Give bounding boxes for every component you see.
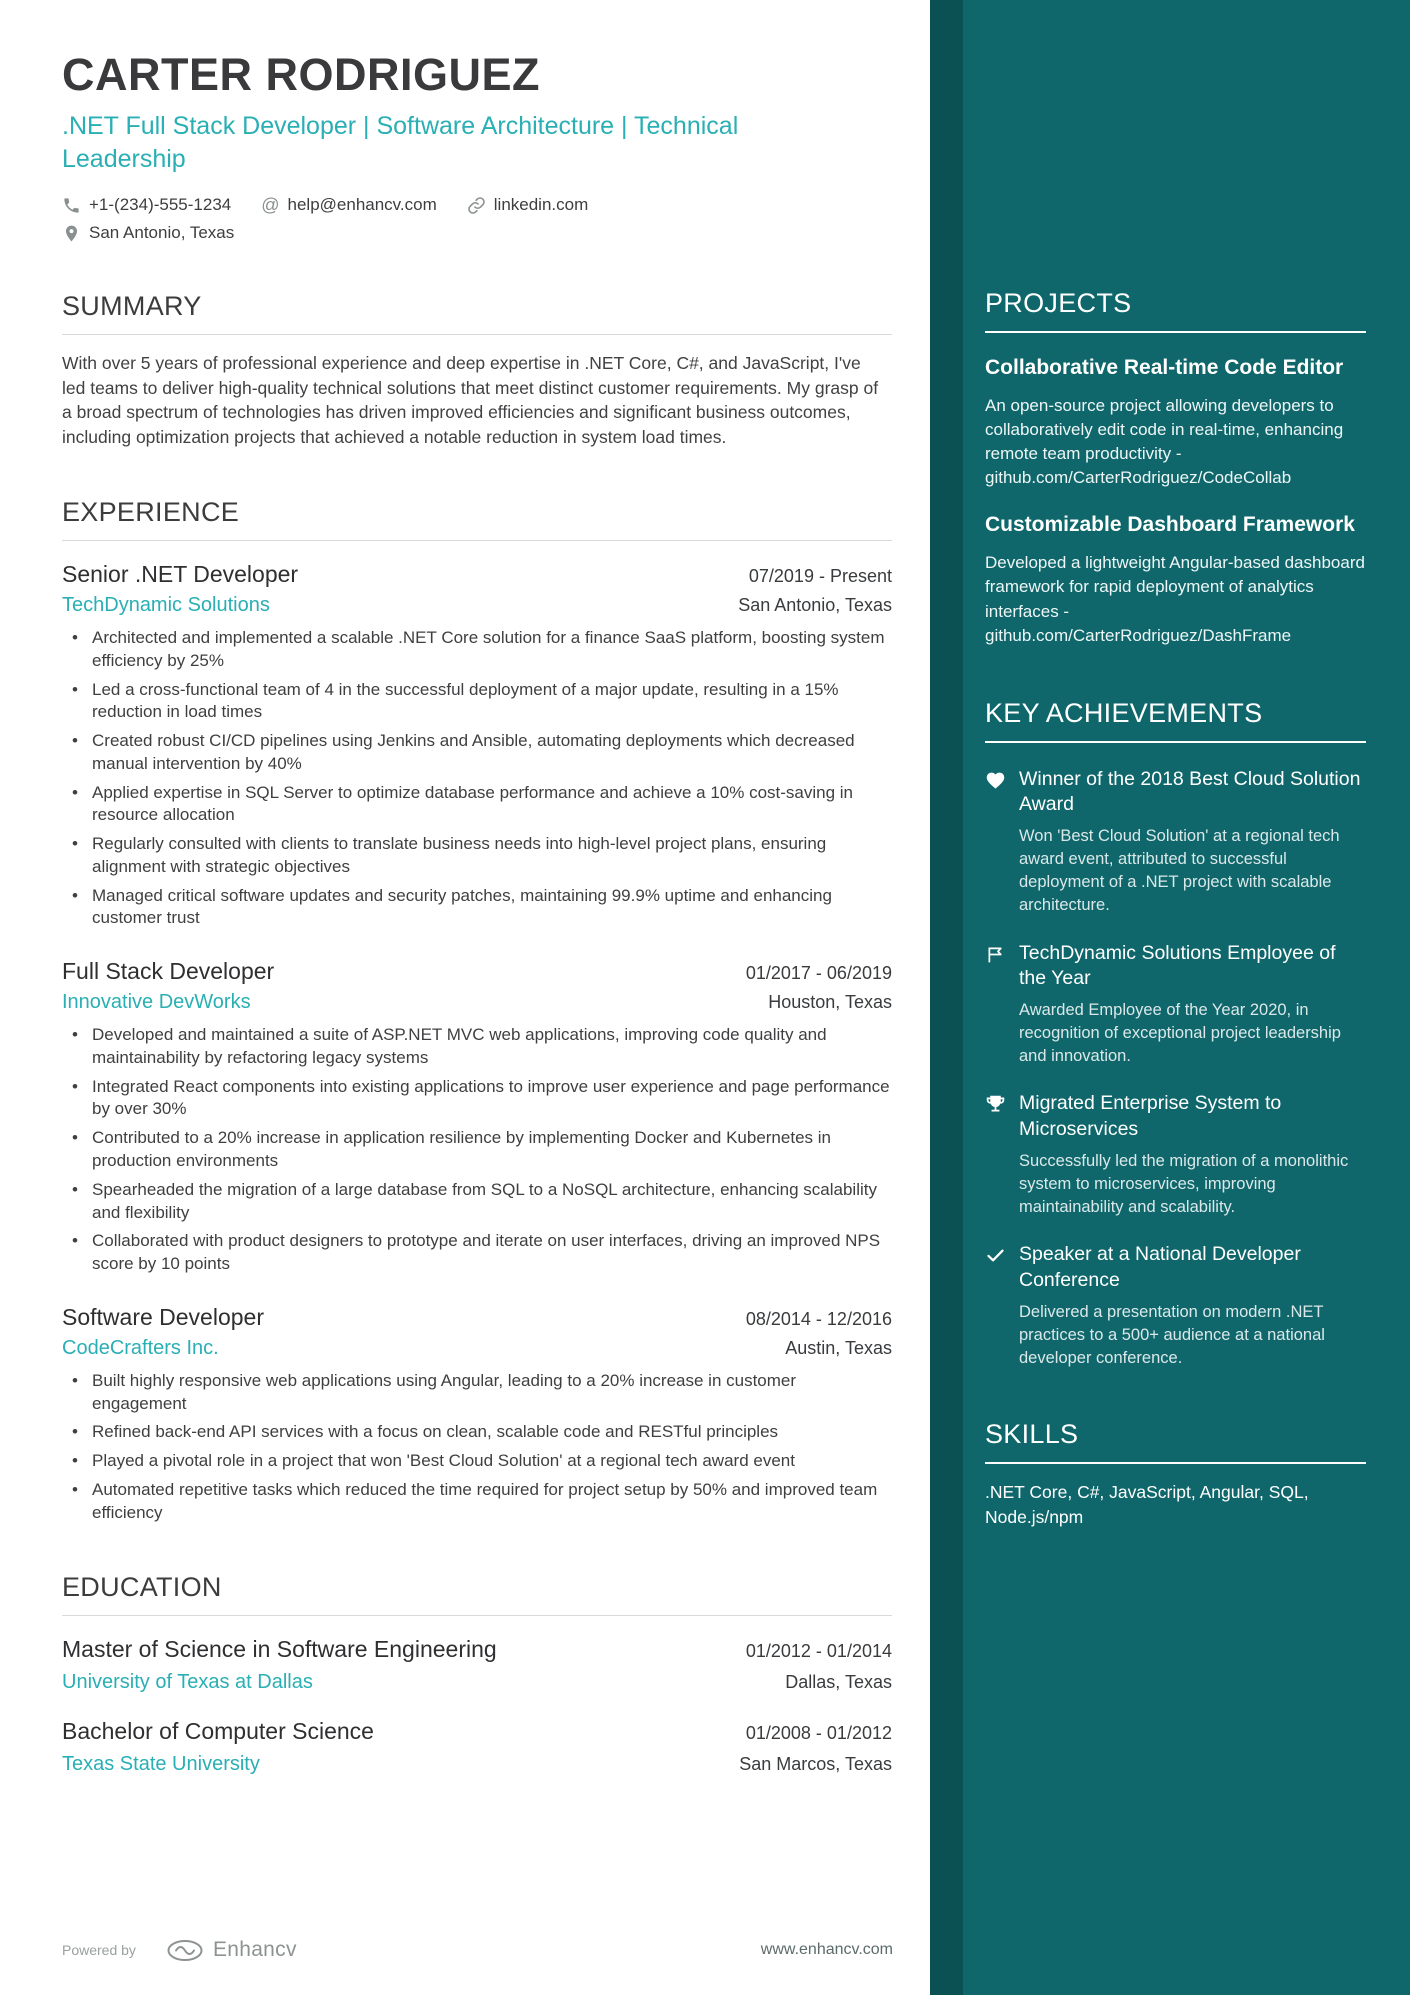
project-title: Collaborative Real-time Code Editor xyxy=(985,356,1344,379)
bullet-item: • Spearheaded the migration of a large database from SQL to a NoSQL architecture, enhancing scalability and flexibility xyxy=(62,1179,892,1225)
degree-school-row xyxy=(62,1663,892,1694)
bullet-item: • Integrated React components into existing applications to improve user experience and page performance by over 30% xyxy=(62,1076,892,1122)
job-entry xyxy=(62,958,892,1276)
degree-dates: 01/2012 - 01/2014 xyxy=(745,1641,892,1662)
job-dates: 07/2019 - Present xyxy=(748,566,892,586)
achievement-item xyxy=(985,1091,1366,1218)
bullet-item: • Built highly responsive web applications using Angular, leading to a 20% increase in customer engagement xyxy=(62,1370,892,1416)
bullet-item: • Applied expertise in SQL Server to optimize database performance and achieve a 10% cost-saving in resource allocation xyxy=(62,782,892,828)
experience-heading: EXPERIENCE xyxy=(62,497,892,541)
phone-number: +1-(234)-555-1234 xyxy=(89,195,232,214)
project-item xyxy=(985,355,1366,490)
achievement-description: Won 'Best Cloud Solution' at a regional tech award event, attributed to successful deployment of a .NET project with scalable architecture. xyxy=(1019,827,1340,914)
sidebar-content xyxy=(963,0,1410,1530)
achievement-description: Delivered a presentation on modern .NET practices to a 500+ audience at a national developer conference. xyxy=(1019,1303,1325,1367)
skills-section xyxy=(985,1419,1366,1530)
location-row xyxy=(62,223,892,243)
company-name: TechDynamic Solutions xyxy=(62,594,270,616)
job-title-row xyxy=(62,561,892,588)
achievement-body xyxy=(1019,767,1366,917)
location-pin-icon xyxy=(62,224,81,243)
linkedin-link[interactable]: linkedin.com xyxy=(493,195,589,214)
achievement-item xyxy=(985,767,1366,917)
achievements-heading: KEY ACHIEVEMENTS xyxy=(985,698,1366,743)
phone-icon xyxy=(62,196,81,215)
projects-section xyxy=(985,288,1366,648)
sidebar-accent-stripe xyxy=(930,0,963,1995)
achievement-description: Successfully led the migration of a monolithic system to microservices, improving maintainability and scalability. xyxy=(1019,1152,1349,1216)
achievement-item xyxy=(985,941,1366,1068)
enhancv-logo-icon xyxy=(166,1939,204,1962)
location-text: San Antonio, Texas xyxy=(89,223,235,242)
enhancv-brand-name: Enhancv xyxy=(212,1938,297,1961)
email-address[interactable]: help@enhancv.com xyxy=(287,195,437,214)
project-title: Customizable Dashboard Framework xyxy=(985,513,1355,537)
job-company-row xyxy=(62,985,892,1014)
degree-entry xyxy=(62,1718,892,1776)
link-contact[interactable] xyxy=(467,195,589,215)
at-icon: @ xyxy=(261,195,280,215)
flag-icon xyxy=(985,941,1019,1068)
job-entry xyxy=(62,1304,892,1525)
achievement-title: Winner of the 2018 Best Cloud Solution Award xyxy=(1019,767,1361,816)
job-bullets xyxy=(62,1024,892,1276)
phone-contact xyxy=(62,195,231,215)
school-name: Texas State University xyxy=(62,1753,260,1776)
job-title: Senior .NET Developer xyxy=(62,561,299,587)
project-description: Developed a lightweight Angular-based dashboard framework for rapid deployment of analytics interfaces - github.com/CarterRodriguez/DashFrame xyxy=(985,553,1365,645)
bullet-item: • Refined back-end API services with a focus on clean, scalable code and RESTful principles xyxy=(62,1421,892,1444)
bullet-item: • Collaborated with product designers to prototype and iterate on user interfaces, driving an improved NPS score by 10 points xyxy=(62,1230,892,1276)
enhancv-website-link[interactable]: www.enhancv.com xyxy=(760,1941,893,1958)
project-item xyxy=(985,512,1366,647)
skills-list: .NET Core, C#, JavaScript, Angular, SQL, Node.js/npm xyxy=(985,1482,1309,1528)
degree-entry xyxy=(62,1636,892,1694)
achievements-section xyxy=(985,698,1366,1370)
achievement-title: Migrated Enterprise System to Microservices xyxy=(1019,1092,1282,1140)
bullet-item: • Developed and maintained a suite of ASP.NET MVC web applications, improving code quality and maintainability by refactoring legacy systems xyxy=(62,1024,892,1070)
achievement-title: TechDynamic Solutions Employee of the Year xyxy=(1019,941,1336,989)
job-entry xyxy=(62,561,892,930)
education-heading: EDUCATION xyxy=(62,1572,892,1616)
company-name: Innovative DevWorks xyxy=(62,991,251,1014)
check-icon xyxy=(985,1242,1019,1369)
bullet-item: • Managed critical software updates and security patches, maintaining 99.9% uptime and enhancing customer trust xyxy=(62,885,892,931)
job-location: Austin, Texas xyxy=(785,1337,892,1358)
achievement-body xyxy=(1019,1242,1366,1369)
achievement-description: Awarded Employee of the Year 2020, in recognition of exceptional project leadership and innovation. xyxy=(1019,1001,1341,1065)
link-icon xyxy=(467,196,486,215)
enhancv-logo xyxy=(166,1938,297,1962)
job-title: Full Stack Developer xyxy=(62,958,275,985)
job-title-row xyxy=(62,958,892,985)
degree-school-row xyxy=(62,1745,892,1776)
experience-section xyxy=(62,497,892,1524)
email-contact[interactable] xyxy=(261,195,437,215)
job-company-row xyxy=(62,588,892,617)
sidebar xyxy=(930,0,1410,1995)
location-contact xyxy=(62,223,234,243)
degree-location: Dallas, Texas xyxy=(785,1672,892,1693)
achievement-item xyxy=(985,1242,1366,1369)
company-name: CodeCrafters Inc. xyxy=(62,1336,219,1359)
degree-location: San Marcos, Texas xyxy=(739,1754,892,1775)
degree-title-row xyxy=(62,1636,892,1663)
summary-text: With over 5 years of professional experience and deep expertise in .NET Core, C#, and JavaScript, I've led teams to deliver high-quality technical solutions that meet distinct customer requirements. My grasp of a broad spectrum of technologies has driven improved efficiencies and significant business outcomes, including optimization projects that achieved a notable reduction in system load times. xyxy=(62,353,879,447)
summary-heading: SUMMARY xyxy=(62,291,892,335)
bullet-item: • Architected and implemented a scalable .NET Core solution for a finance SaaS platform, boosting system efficiency by 25% xyxy=(62,627,892,673)
bullet-item: • Created robust CI/CD pipelines using Jenkins and Ansible, automating deployments which decreased manual intervention by 40% xyxy=(62,730,892,776)
person-name: CARTER RODRIGUEZ xyxy=(62,49,540,100)
header xyxy=(62,50,892,243)
bullet-item: • Contributed to a 20% increase in application resilience by implementing Docker and Kubernetes in production environments xyxy=(62,1127,892,1173)
degree-title: Master of Science in Software Engineering xyxy=(62,1636,497,1663)
bullet-item: • Led a cross-functional team of 4 in the successful deployment of a major update, resulting in a 15% reduction in load times xyxy=(62,679,892,725)
project-description: An open-source project allowing developers to collaboratively edit code in real-time, enhancing remote team productivity - github.com/CarterRodriguez/CodeCollab xyxy=(985,395,1344,488)
heart-icon xyxy=(985,767,1019,917)
job-company-row xyxy=(62,1331,892,1360)
education-section xyxy=(62,1572,892,1776)
job-dates: 01/2017 - 06/2019 xyxy=(745,963,892,984)
powered-by-label: Powered by xyxy=(62,1942,136,1958)
degree-title: Bachelor of Computer Science xyxy=(62,1718,374,1745)
bullet-item: • Regularly consulted with clients to translate business needs into high-level project plans, ensuring alignment with strategic objectives xyxy=(62,833,892,879)
job-bullets xyxy=(62,627,892,930)
job-title: Software Developer xyxy=(62,1303,264,1330)
bullet-item: • Played a pivotal role in a project that won 'Best Cloud Solution' at a regional tech award event xyxy=(62,1450,892,1473)
school-name: University of Texas at Dallas xyxy=(62,1671,313,1694)
job-location: Houston, Texas xyxy=(768,992,892,1013)
achievement-body xyxy=(1019,1091,1366,1218)
degree-title-row xyxy=(62,1718,892,1745)
summary-section xyxy=(62,291,892,449)
job-title-row xyxy=(62,1304,892,1331)
job-location: San Antonio, Texas xyxy=(738,595,892,615)
contact-row xyxy=(62,195,892,215)
degree-dates: 01/2008 - 01/2012 xyxy=(745,1723,892,1744)
skills-heading: SKILLS xyxy=(985,1419,1366,1464)
trophy-icon xyxy=(985,1091,1019,1218)
projects-heading: PROJECTS xyxy=(985,288,1366,333)
person-title: .NET Full Stack Developer | Software Architecture | Technical Leadership xyxy=(62,111,739,174)
achievement-title: Speaker at a National Developer Conference xyxy=(1019,1243,1301,1291)
job-dates: 08/2014 - 12/2016 xyxy=(745,1308,892,1329)
footer xyxy=(62,1938,893,1962)
job-bullets xyxy=(62,1370,892,1525)
achievement-body xyxy=(1019,941,1366,1068)
bullet-item: • Automated repetitive tasks which reduced the time required for project setup by 50% and improved team efficiency xyxy=(62,1479,892,1525)
